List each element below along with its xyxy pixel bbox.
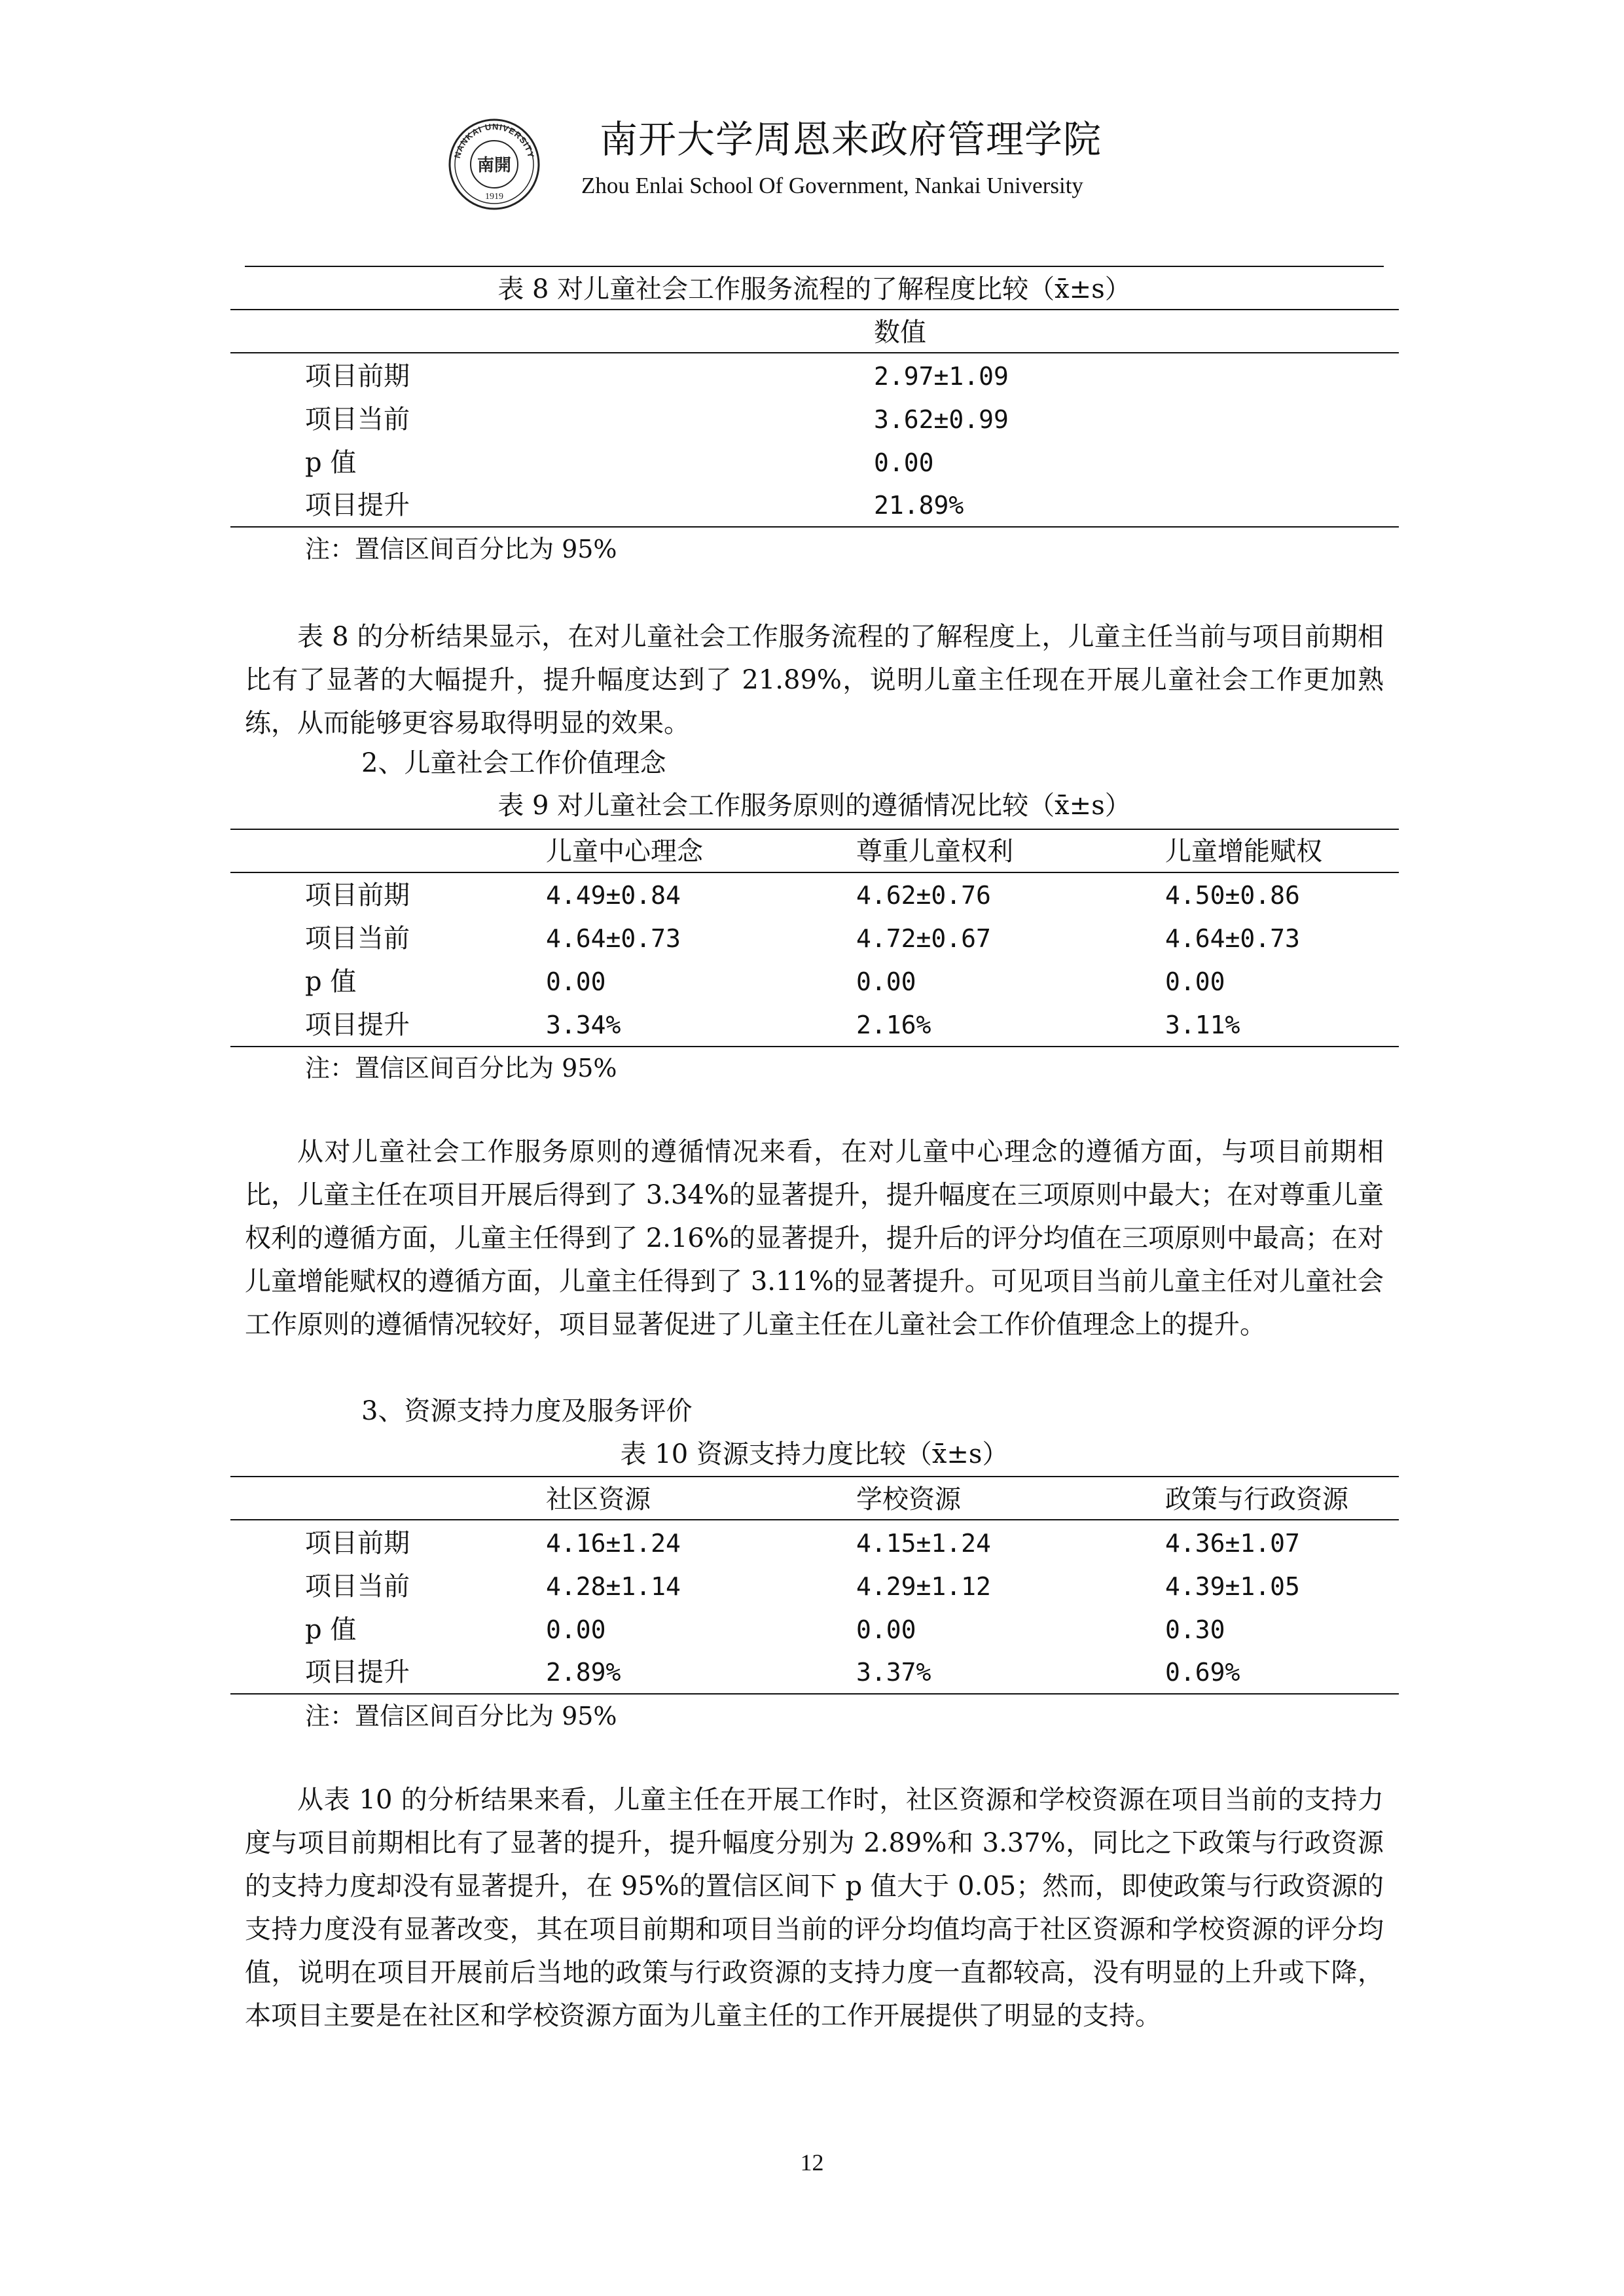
table10-cell: 0.00 xyxy=(856,1615,916,1644)
table10-header-rule xyxy=(230,1519,1399,1520)
table9-cell: 0.00 xyxy=(1165,967,1225,996)
table10-cell: 4.28±1.14 xyxy=(546,1572,681,1601)
table8-row-value: 0.00 xyxy=(874,448,934,477)
table9-header-rule xyxy=(230,872,1399,873)
table9-caption: 表 9 对儿童社会工作服务原则的遵循情况比较（x̄±s） xyxy=(497,791,1131,821)
table10-cell: 3.37% xyxy=(856,1658,931,1687)
table10-col-header: 学校资源 xyxy=(856,1484,961,1515)
table9-cell: 4.50±0.86 xyxy=(1165,881,1300,910)
table10-col-header: 社区资源 xyxy=(546,1484,651,1515)
table9-row-label: 项目前期 xyxy=(305,880,410,910)
paragraph-table8-analysis: 表 8 的分析结果显示，在对儿童社会工作服务流程的了解程度上，儿童主任当前与项目前期相比有了显著的大幅提升，提升幅度达到了 21.89%，说明儿童主任现在开展儿童社会工作更加熟练，从而能够更容易取得明显的效果。 xyxy=(245,622,1384,738)
header-school-name-cn: 南开大学周恩来政府管理学院 xyxy=(600,117,1102,162)
table10-row-label: p 值 xyxy=(305,1615,357,1645)
table10-cell: 4.39±1.05 xyxy=(1165,1572,1300,1601)
table8-top-rule xyxy=(245,266,1384,267)
table9-row-label: p 值 xyxy=(305,967,357,997)
table10-row-label: 项目前期 xyxy=(305,1528,410,1558)
table10-bottom-rule xyxy=(230,1693,1399,1695)
table9-cell: 3.11% xyxy=(1165,1011,1240,1039)
table8-row-label: 项目当前 xyxy=(305,404,410,435)
table9-cell: 4.62±0.76 xyxy=(856,881,991,910)
table9-col-header: 儿童增能赋权 xyxy=(1165,836,1322,867)
paragraph-principles-analysis: 从对儿童社会工作服务原则的遵循情况来看，在对儿童中心理念的遵循方面，与项目前期相比，儿童主任在项目开展后得到了 3.34%的显著提升，提升幅度在三项原则中最大；在对尊重儿童权利的遵循方面，儿童主任得到了 2.16%的显著提升，提升后的评分均值在三项原则中最高；在对儿童增能赋权的遵循方面，儿童主任得到了 3.11%的显著提升。可见项目当前儿童主任对儿童社会工作原则的遵循情况较好，项目显著促进了儿童主任在儿童社会工作价值理念上的提升。 xyxy=(245,1137,1384,1340)
table8-row-label: 项目提升 xyxy=(305,490,410,520)
subheading-value-concept: 2、儿童社会工作价值理念 xyxy=(361,748,666,778)
subheading-resource-support: 3、资源支持力度及服务评价 xyxy=(361,1396,693,1426)
page-number: 12 xyxy=(800,2149,824,2176)
header-school-name-en: Zhou Enlai School Of Government, Nankai University xyxy=(581,173,1083,198)
table10-row-label: 项目当前 xyxy=(305,1571,410,1602)
table8-note: 注：置信区间百分比为 95% xyxy=(305,535,617,564)
table8-row-label: p 值 xyxy=(305,448,357,478)
table9-col-header: 儿童中心理念 xyxy=(546,836,703,867)
paragraph-table10-analysis: 从表 10 的分析结果来看，儿童主任在开展工作时，社区资源和学校资源在项目当前的支持力度与项目前期相比有了显著的提升，提升幅度分别为 2.89%和 3.37%，同比之下政策与行政资源的支持力度却没有显著提升，在 95%的置信区间下 p 值大于 0.05；然而，即使政策与行政资源的支持力度没有显著改变，其在项目前期和项目当前的评分均值均高于社区资源和学校资源的评分均值，说明在项目开展前后当地的政策与行政资源的支持力度一直都较高，没有明显的上升或下降，本项目主要是在社区和学校资源方面为儿童主任的工作开展提供了明显的支持。 xyxy=(245,1785,1384,2031)
table9-cell: 3.34% xyxy=(546,1011,621,1039)
table9-cell: 4.64±0.73 xyxy=(1165,924,1300,953)
table9-row-label: 项目当前 xyxy=(305,924,410,954)
table10-cell: 4.15±1.24 xyxy=(856,1529,991,1558)
table10-top-rule xyxy=(230,1476,1399,1477)
table9-cell: 0.00 xyxy=(856,967,916,996)
table8-caption: 表 8 对儿童社会工作服务流程的了解程度比较（x̄±s） xyxy=(497,274,1131,304)
table9-bottom-rule xyxy=(230,1046,1399,1047)
table8-row-label: 项目前期 xyxy=(305,361,410,391)
table9-top-rule xyxy=(230,829,1399,830)
table9-cell: 4.72±0.67 xyxy=(856,924,991,953)
table8-col-header: 数值 xyxy=(874,317,926,348)
logo-center-text: 南開 xyxy=(477,156,512,175)
table10-cell: 4.29±1.12 xyxy=(856,1572,991,1601)
table8-row-value: 2.97±1.09 xyxy=(874,362,1009,391)
table10-caption: 表 10 资源支持力度比较（x̄±s） xyxy=(620,1439,1009,1469)
table8-header-rule xyxy=(230,352,1399,353)
table8-row-value: 21.89% xyxy=(874,491,964,520)
logo-year-text: 1919 xyxy=(485,192,503,202)
table10-col-header: 政策与行政资源 xyxy=(1165,1484,1348,1515)
table10-row-label: 项目提升 xyxy=(305,1657,410,1687)
table8-caption-rule xyxy=(230,309,1399,310)
table8-row-value: 3.62±0.99 xyxy=(874,405,1009,434)
table9-cell: 0.00 xyxy=(546,967,606,996)
table8-bottom-rule xyxy=(230,526,1399,528)
table9-note: 注：置信区间百分比为 95% xyxy=(305,1054,617,1083)
table10-cell: 2.89% xyxy=(546,1658,621,1687)
table9-col-header: 尊重儿童权利 xyxy=(856,836,1013,867)
table10-cell: 0.30 xyxy=(1165,1615,1225,1644)
logo-arc-text: NANKAI UNIVERSITY xyxy=(452,121,537,160)
table10-note: 注：置信区间百分比为 95% xyxy=(305,1702,617,1731)
table10-cell: 4.16±1.24 xyxy=(546,1529,681,1558)
table10-cell: 0.00 xyxy=(546,1615,606,1644)
table9-cell: 4.64±0.73 xyxy=(546,924,681,953)
table9-row-label: 项目提升 xyxy=(305,1010,410,1040)
table10-cell: 4.36±1.07 xyxy=(1165,1529,1300,1558)
university-seal-logo xyxy=(448,118,541,211)
table9-cell: 4.49±0.84 xyxy=(546,881,681,910)
table9-cell: 2.16% xyxy=(856,1011,931,1039)
table10-cell: 0.69% xyxy=(1165,1658,1240,1687)
